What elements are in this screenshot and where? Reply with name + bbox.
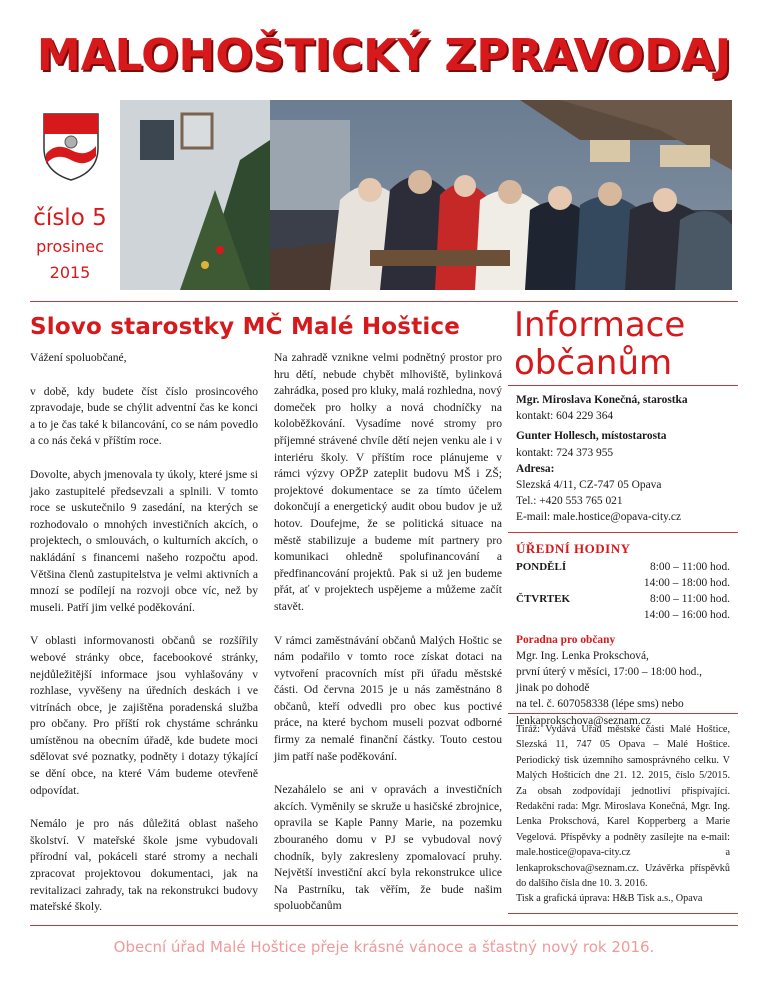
article-paragraph: Nezahálelo se ani v opravách a investičních akcích. Vyměnily se skruže u hasičské zbrojnice, opravila se Kaple Panny Marie, na pozemku zbouraného domu v PJ se vybudoval nový chodník, byly zakresleny zpomalovací pruhy. Největší investiční akcí byla rekonstrukce ulice Na Pastrníku, tak věřím, že bude našim spoluobčanům: [274, 783, 502, 913]
info-title: [514, 306, 685, 382]
contact-block: [508, 386, 738, 532]
issue-info: [30, 205, 110, 283]
advisory-title: Poradna pro občany: [516, 633, 616, 646]
hours-day: ČTVRTEK: [516, 593, 571, 606]
article-title: Slovo starostky MČ Malé Hoštice: [30, 314, 461, 340]
article-paragraph: Dovolte, abych jmenovala ty úkoly, které jsme si jako zastupitelé předsevzali a splnili. V tomto roce se uskutečnilo 9 zasedání, na kterých se rozhodovalo o mnohých investičních akcích, o projektech, o smlouvách, o kulturních akcích, o nakládání s financemi našeho rozpočtu apod. Většina členů zastupitelstva je velmi aktivních a mnozí se podílejí na rozvoji obce víc, než by museli. Patří jim velké poděkování.: [30, 467, 258, 614]
info-title-line: Informace: [514, 305, 686, 345]
imprint-text: Tiráž: Vydává Úřad městské části Malé Hoštice, Slezská 11, 747 05 Opava – Malé Hoštice. Periodický tisk územního samosprávného celku. V Malých Hošticích dne 21. 12. 2015, číslo 5/2015. Za obsah zodpovídají jednotliví přispívající. Redakční rada: Mgr. Miroslava Konečná, Mgr. Ing. Lenka Prokschová, Karel Kopperberg a Marie Vegelová. Příspěvky a podněty zasílejte na e-mail: male.hostice@opava-city.cz a lenkaprokschova@seznam.cz. Uzávěrka příspěvků do dalšího čísla dne 10. 3. 2016.: [516, 724, 730, 890]
advisory-line: na tel. č. 607058338 (lépe sms) nebo: [516, 698, 684, 711]
article-paragraph: V oblasti informovanosti občanů se rozšířily webové stránky obce, facebookové stránky, nejdůležitější informace jsou vyhlašovány v rozhlase, vyvěšeny na úředních deskách i ve vitrínách obce, je zajištěna poradenská služba pro občany. Pro příští rok chystáme schránku umístěnou na obecním úřadě, kde budete moci sdělovat své poznatky, podněty i dotazy týkající se dění obce, na které Vám budeme otevřeně odpovídat.: [30, 634, 258, 797]
advisory-line: jinak po dohodě: [516, 682, 590, 695]
christmas-carols-photo: [120, 100, 732, 290]
coat-of-arms-icon: [42, 112, 100, 182]
newsletter-title: MALOHOŠTICKÝ ZPRAVODAJ: [36, 30, 732, 81]
telephone: Tel.: +420 553 765 021: [516, 495, 623, 508]
imprint-graphics: Tisk a grafická úprava: H&B Tisk a.s., Opava: [516, 893, 703, 905]
issue-month: prosinec: [36, 237, 104, 256]
mayor-contact: kontakt: 604 229 364: [516, 410, 614, 423]
article-paragraph: v době, kdy budete číst číslo prosincového zpravodaje, bude se chýlit adventní čas ke konci a to je čas také k bilancování, co se nám povedlo a co nás čeká v příštím roce.: [30, 384, 258, 448]
email-link[interactable]: E-mail: male.hostice@opava-city.cz: [516, 511, 682, 524]
article-column-1: [30, 350, 258, 933]
advisory-line: Mgr. Ing. Lenka Prokschová,: [516, 649, 649, 662]
footer-greeting: Obecní úřad Malé Hoštice přeje krásné vánoce a šťastný nový rok 2016.: [113, 938, 655, 956]
issue-year: 2015: [49, 263, 91, 282]
info-title-line: občanům: [514, 343, 673, 383]
hours-time: 14:00 – 16:00 hod.: [643, 609, 730, 622]
article-paragraph: Na zahradě vznikne velmi podnětný prostor pro hru dětí, nebude chybět mlhoviště, bylinková zahrádka, posed pro kluky, malá rozhledna, nový domeček pro holky a nová chodníčky na koloběžkování. Vysadíme nové stromy pro příjemné strávené chvíle dětí nejen venku ale i v interiéru školy. V příštím roce plánujeme v rámci výzvy OPŽP zateplit budovu MŠ i ZŠ; projektové dokumentace se za tímto účelem dokončují a energetický audit obou budov je už hotov. Doufejme, že se politická situace na městě stabilizuje a budeme mít partnery pro komunikaci ohledně spolufinancování a předfinancování projektů. Pak si už jen budeme přát, ať v projektech uspějeme a můžeme začít stavět.: [274, 351, 502, 613]
article-column-2: [274, 350, 502, 932]
address-line: Slezská 4/11, CZ-747 05 Opava: [516, 479, 662, 492]
imprint-box: [508, 713, 738, 914]
address-label: Adresa:: [516, 462, 555, 475]
hours-time: 8:00 – 11:00 hod.: [650, 560, 730, 573]
office-hours-row: [516, 559, 730, 591]
advisory-email[interactable]: lenkaprokschova@seznam.cz: [516, 714, 651, 727]
header-divider: [30, 301, 738, 302]
mayor-name: Mgr. Miroslava Konečná, starostka: [516, 394, 688, 406]
article-paragraph: Vážení spoluobčané,: [30, 351, 127, 364]
office-hours-row: [516, 591, 730, 623]
deputy-name: Gunter Hollesch, místostarosta: [516, 430, 667, 443]
hours-time: 8:00 – 11:00 hod.: [650, 593, 730, 606]
deputy-contact: kontakt: 724 373 955: [516, 446, 614, 459]
footer-divider: [30, 925, 738, 926]
citizen-info-box: [508, 385, 738, 735]
article-paragraph: V rámci zaměstnávání občanů Malých Hoštic se nám podařilo v tomto roce získat dotaci na vytvoření pracovních míst při úřadu městské části. Od června 2015 je u nás zaměstnáno 8 občanů, kteří odvedli pro obec kus poctivé práce, na které bychom museli pozvat odborné firmy za nemalé finanční částky. Touto cestou jim patří naše poděkování.: [274, 633, 502, 763]
hours-time: 14:00 – 18:00 hod.: [643, 577, 730, 590]
issue-number: číslo 5: [33, 205, 107, 231]
advisory-line: první úterý v měsíci, 17:00 – 18:00 hod.,: [516, 666, 703, 679]
article-paragraph: Nemálo je pro nás důležitá oblast našeho školství. V mateřské škole jsme vybudovali přírodní val, pokáceli staré stromy a nechali zpracovat projektovou dokumentaci, jak na revitalizaci zahrady, tak na rekonstrukci budovy mateřské školy.: [30, 817, 258, 914]
office-hours-title: ÚŘEDNÍ HODINY: [516, 540, 631, 556]
hours-day: PONDĚLÍ: [516, 560, 567, 573]
